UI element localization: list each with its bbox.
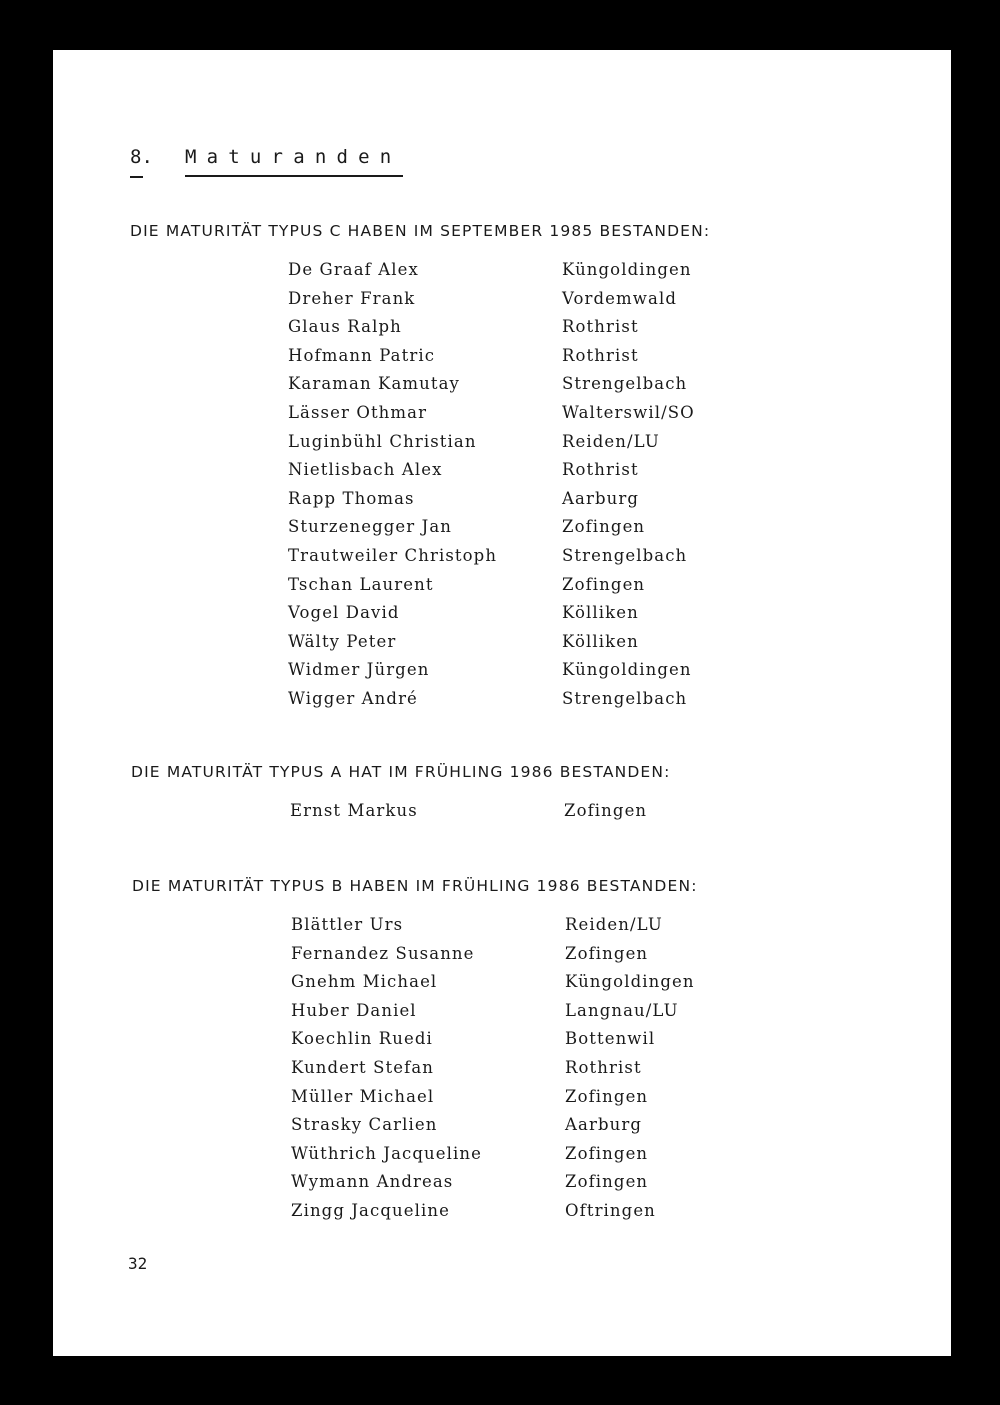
graduate-place: Zofingen [565,1143,649,1163]
graduate-name: Lässer Othmar [288,402,428,422]
graduate-place: Zofingen [565,943,649,963]
graduate-place: Rothrist [565,1057,642,1077]
graduate-name: Dreher Frank [288,288,416,308]
graduate-place: Langnau/LU [565,1000,679,1020]
graduate-name: Trautweiler Christoph [288,545,498,565]
graduate-place: Walterswil/SO [562,402,695,422]
list-item [291,1083,751,1112]
list-item [291,968,751,997]
list-item [290,797,750,826]
graduate-name: Luginbühl Christian [288,431,477,451]
graduate-name: Koechlin Ruedi [291,1029,433,1049]
list-item [291,1140,751,1169]
list-item [288,513,748,542]
graduate-name: Sturzenegger Jan [288,517,452,537]
list-item [288,599,748,628]
graduate-place: Strengelbach [562,374,688,394]
section-title-typus-c: DIE MATURITÄT TYPUS C HABEN IM SEPTEMBER 1985 BESTANDEN: [130,222,711,240]
list-item [288,656,748,685]
list-item [291,1197,751,1226]
list-item [288,399,748,428]
graduate-name: Tschan Laurent [288,574,434,594]
graduate-place: Zofingen [564,801,648,820]
graduate-place: Reiden/LU [562,431,660,451]
graduate-name: Wigger André [288,688,418,708]
graduate-name: Karaman Kamutay [288,374,460,394]
list-item [291,940,751,969]
graduate-list-typus-a [290,797,750,826]
list-item [288,571,748,600]
list-item [288,256,748,285]
list-item [291,1054,751,1083]
page-number: 32 [128,1254,148,1273]
list-item [288,428,748,457]
list-item [288,313,748,342]
graduate-place: Zofingen [562,574,646,594]
graduate-place: Rothrist [562,460,639,480]
graduate-place: Küngoldingen [562,660,692,680]
graduate-place: Aarburg [565,1115,642,1135]
graduate-name: Widmer Jürgen [288,660,430,680]
graduate-name: Glaus Ralph [288,317,402,337]
graduate-list-typus-b [291,911,751,1226]
graduate-name: Fernandez Susanne [291,943,475,963]
graduate-name: Hofmann Patric [288,345,436,365]
list-item [291,997,751,1026]
list-item [291,911,751,940]
graduate-place: Zofingen [565,1086,649,1106]
graduate-list-typus-c [288,256,748,714]
graduate-place: Zofingen [562,517,646,537]
heading-number: 8. [130,146,153,168]
graduate-name: Blättler Urs [291,915,404,934]
graduate-name: Wälty Peter [288,631,397,651]
graduate-name: Rapp Thomas [288,488,415,508]
graduate-place: Oftringen [565,1200,656,1220]
graduate-place: Reiden/LU [565,915,663,934]
graduate-place: Bottenwil [565,1029,656,1049]
section-title-typus-b: DIE MATURITÄT TYPUS B HABEN IM FRÜHLING 1986 BESTANDEN: [132,877,698,895]
graduate-place: Vordemwald [562,288,677,308]
graduate-name: Huber Daniel [291,1000,417,1020]
graduate-place: Kölliken [562,631,639,651]
graduate-place: Zofingen [565,1172,649,1192]
graduate-place: Küngoldingen [565,972,695,992]
list-item [288,542,748,571]
list-item [288,685,748,714]
list-item [288,370,748,399]
list-item [288,628,748,657]
section-heading [130,146,402,168]
graduate-name: Nietlisbach Alex [288,460,443,480]
graduate-place: Rothrist [562,345,639,365]
list-item [291,1168,751,1197]
graduate-name: Zingg Jacqueline [291,1200,450,1220]
graduate-name: Strasky Carlien [291,1115,438,1135]
graduate-name: De Graaf Alex [288,260,419,279]
heading-title: Maturanden [185,146,402,168]
list-item [291,1025,751,1054]
list-item [291,1111,751,1140]
graduate-name: Wüthrich Jacqueline [291,1143,482,1163]
graduate-name: Vogel David [288,603,400,623]
graduate-name: Müller Michael [291,1086,435,1106]
graduate-name: Wymann Andreas [291,1172,454,1192]
graduate-place: Aarburg [562,488,639,508]
list-item [288,485,748,514]
list-item [288,456,748,485]
graduate-name: Ernst Markus [290,801,418,820]
graduate-place: Strengelbach [562,545,688,565]
list-item [288,342,748,371]
list-item [288,285,748,314]
graduate-place: Rothrist [562,317,639,337]
section-title-typus-a: DIE MATURITÄT TYPUS A HAT IM FRÜHLING 1986 BESTANDEN: [131,763,671,781]
graduate-name: Gnehm Michael [291,972,438,992]
graduate-place: Küngoldingen [562,260,692,279]
graduate-name: Kundert Stefan [291,1057,434,1077]
graduate-place: Kölliken [562,603,639,623]
graduate-place: Strengelbach [562,688,688,708]
